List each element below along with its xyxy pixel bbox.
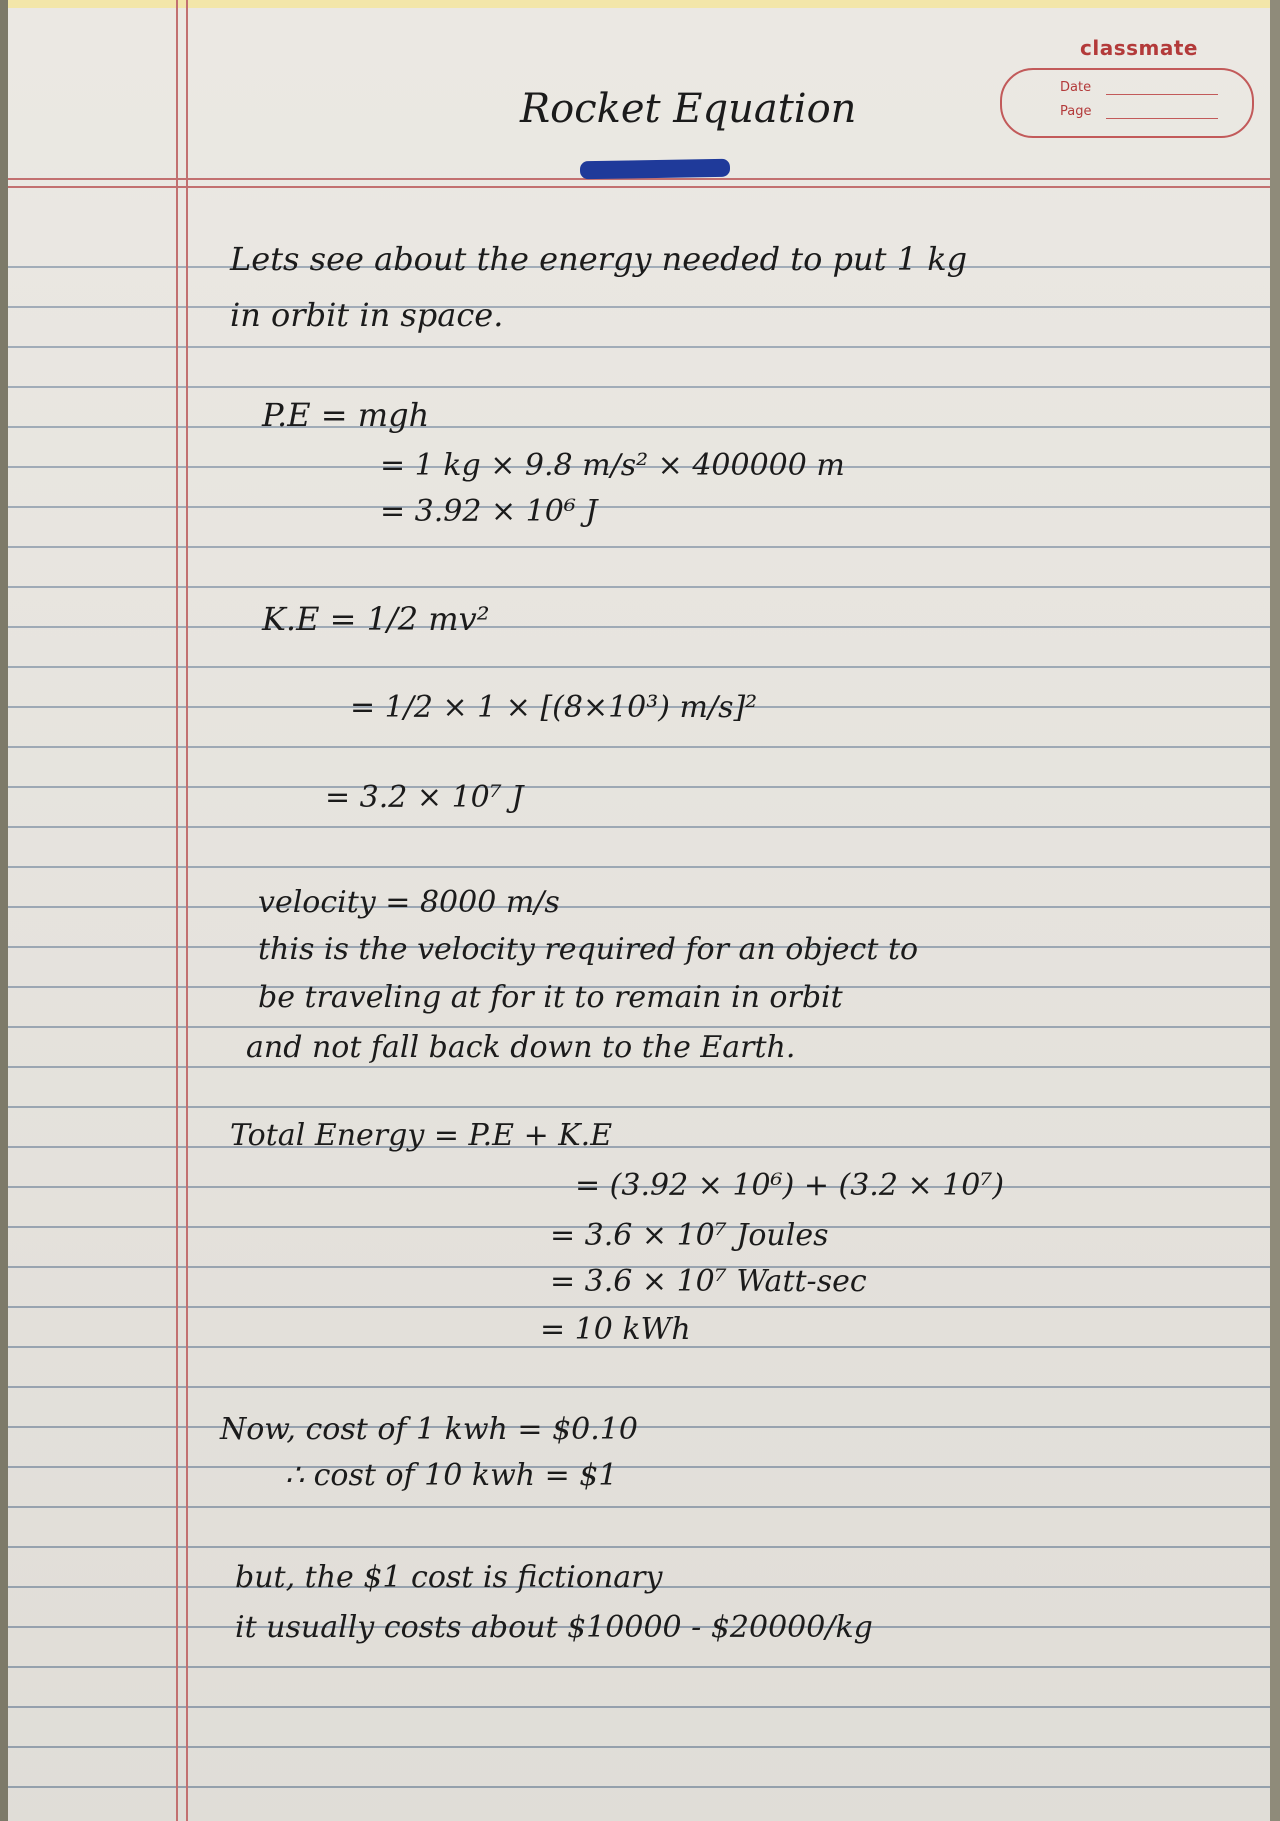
pe-line-1: P.E = mgh: [262, 396, 430, 434]
header-rule-top: [8, 178, 1270, 180]
pe-line-2: = 1 kg × 9.8 m/s² × 400000 m: [380, 448, 845, 483]
total-line-4: = 3.6 × 10⁷ Watt-sec: [550, 1264, 867, 1299]
velocity-line-4: and not fall back down to the Earth.: [246, 1030, 796, 1065]
margin-line-right: [186, 0, 188, 1821]
page-line: [1106, 118, 1218, 119]
ke-line-3: = 3.2 × 10⁷ J: [325, 780, 524, 815]
scribbled-out-word: [580, 159, 730, 180]
date-line: [1106, 94, 1218, 95]
total-line-2: = (3.92 × 10⁶) + (3.2 × 10⁷): [575, 1168, 1005, 1203]
total-line-1: Total Energy = P.E + K.E: [230, 1118, 613, 1153]
velocity-line-3: be traveling at for it to remain in orbit: [258, 980, 843, 1015]
closing-line-1: but, the $1 cost is fictionary: [235, 1560, 663, 1595]
left-binding: [0, 0, 8, 1821]
brand-logo: classmate: [1080, 36, 1198, 60]
cost-line-1: Now, cost of 1 kwh = $0.10: [220, 1412, 638, 1447]
ke-line-2: = 1/2 × 1 × [(8×10³) m/s]²: [350, 690, 758, 725]
closing-line-2: it usually costs about $10000 - $20000/kg: [235, 1610, 873, 1645]
page-title: Rocket Equation: [520, 86, 857, 132]
velocity-line-1: velocity = 8000 m/s: [258, 885, 560, 920]
header-rule-bottom: [8, 186, 1270, 188]
pe-line-3: = 3.92 × 10⁶ J: [380, 494, 598, 529]
velocity-line-2: this is the velocity required for an object to: [258, 932, 919, 967]
top-edge: [0, 0, 1280, 8]
date-page-box: [1000, 68, 1254, 138]
cost-line-2: ∴ cost of 10 kwh = $1: [285, 1458, 618, 1493]
margin-line-left: [176, 0, 178, 1821]
total-line-3: = 3.6 × 10⁷ Joules: [550, 1218, 829, 1253]
intro-line-2: in orbit in space.: [230, 296, 504, 334]
intro-line-1: Lets see about the energy needed to put 1 kg: [230, 240, 968, 278]
total-line-5: = 10 kWh: [540, 1312, 691, 1347]
right-edge: [1270, 0, 1280, 1821]
ke-line-1: K.E = 1/2 mv²: [262, 600, 490, 638]
date-label: Date: [1060, 80, 1092, 95]
page-label: Page: [1060, 104, 1092, 119]
